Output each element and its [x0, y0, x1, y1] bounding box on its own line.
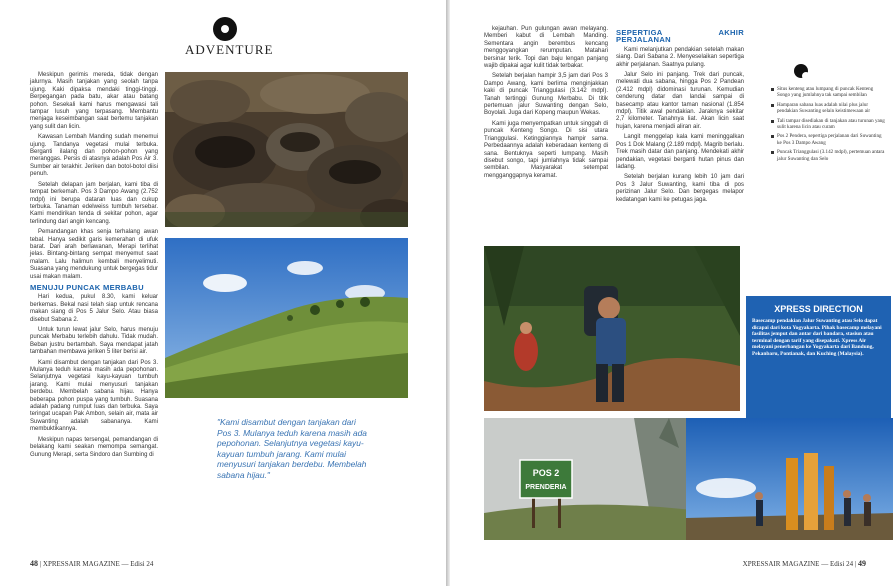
body-paragraph: kejauhan. Pun gulungan awan melayang. Memberi kabut di Lembah Manding. Sementara angin berembus kencang menggoyangkan rerumputan. Matahari bersinar terik. Topi dan baju lengan panjang wajib dipakai agar kulit tidak terbakar.	[484, 26, 608, 70]
xpress-direction-body: Basecamp pendakian Jalur Suwanting atau Selo dapat dicapai dari kota Yogyakarta. Pihak basecamp melayani fasilitas jemput dan antar dari bandara, stasiun atau terminal dengan tarif yang disepakati. Xpress Air melayani penerbangan ke Yogyakarta dari Bandung, Pekanbaru, Pontianak, dan Kuching (Malaysia).	[752, 318, 882, 357]
right-column-1-text	[484, 26, 608, 183]
signboard-line-1: POS 2	[532, 468, 560, 478]
left-page	[0, 0, 446, 586]
signboard-line-2: PRENDERIA	[525, 484, 567, 491]
footer-separator: |	[39, 560, 42, 568]
body-paragraph: Langit menggelap kala kami meninggalkan Pos 1 Dok Malang (2.189 mdpl). Magrib berlalu. Trek masih datar dan panjang. Mendekati akhir pendakian, vegetasi berganti hutan pinus dan ladang.	[616, 134, 744, 170]
section-subheading: SEPERTIGA AKHIR PERJALANAN	[616, 28, 744, 45]
summit-illustration	[686, 418, 893, 540]
body-paragraph: Kami juga menyempatkan untuk singgah di puncak Kenteng Songo. Di sisi utara Trianggulasi. Ketinggiannya hampir sama. Perbedaannya adalah keberadaan kenteng di sana. Bentuknya seperti lumpang. Masih disebut songo, tapi jumlahnya tidak sampai sembilan. Masyarakat setempat mengganggapnya keramat.	[484, 120, 608, 179]
sidebar-logo-icon	[794, 64, 808, 78]
body-paragraph: Kami melanjutkan pendakian setelah makan siang. Dari Sabana 2. Menyeselaikan sepertiga akhir perjalanan. Saatnya pulang.	[616, 46, 744, 68]
xpress-direction-title: XPRESS DIRECTION	[774, 304, 863, 314]
page-number: 48	[30, 559, 38, 568]
xpress-direction-box	[746, 296, 891, 436]
pull-quote: "Kami disambut dengan tanjakan dari Pos 3. Mulanya teduh karena masih ada pepohonan. Selanjutnya vegetasi kayu-kayuan tumbuh jarang. Kami mulai menyusuri tanjakan berdebu. Membelah sabana hijau."	[217, 417, 367, 480]
body-paragraph: Setelah berjalan hampir 3,5 jam dari Pos 3 Dampo Awang, kami berlima menginjakkan kaki di puncak Trianggulasi (3.142 mdpl). Tanah tertinggi Gunung Merbabu. Di titik pertemuan jalur Suwanting dengan Selo, Boyolali. Juga dari Kopeng maupun Wekas.	[484, 73, 608, 117]
hikers-illustration	[484, 246, 740, 411]
photo-summit-trianggulasi	[686, 418, 893, 540]
body-paragraph: Meskipun gerimis mereda, tidak dengan jalurnya. Masih tanjakan yang seolah tanpa ujung. Kaki dipaksa mendaki tinggi-tinggi. Berpegangan pada batu, akar atau batang pohon. Sesekali kami harus mengawasi tali tampar lusuh yang terpasang. Membantu menjaga keseimbangan saat bertemu tanjakan yang sulit dan licin.	[30, 72, 158, 130]
photo-savanna-slope	[165, 238, 408, 398]
photo-pos2-signboard	[484, 418, 692, 540]
photo-captions-list	[771, 86, 885, 165]
body-paragraph: Kami disambut dengan tanjakan dari Pos 3. Mulanya teduh karena masih ada pepohonan. Selanjutnya vegetasi kayu-kayuan tumbuh jarang. Kami mulai menyusuri tanjakan berdebu. Membelah sabana hijau. Hanya beberapa pohon puspa yang tumbuh. Suasana adalah padang rumput luas dan terbuka. Saya teringat ucapan Pak Ambon, selain air, mata air Suwanting adalah sabananya. Kami membuktikannya.	[30, 359, 158, 433]
footer-separator: |	[854, 560, 857, 568]
body-paragraph: Hari kedua, pukul 8.30, kami keluar berkemas. Bekal nasi telah siap untuk rencana makan siang di Pos 5 Jalur Selo. Atau biasa disebut Sabana 2.	[30, 294, 158, 323]
photo-kenteng-rocks	[165, 72, 408, 227]
savanna-illustration	[165, 238, 408, 398]
section-subheading: MENUJU PUNCAK MERBABU	[30, 282, 144, 292]
signboard-illustration	[484, 418, 692, 540]
caption-item: Pos 2 Pendera, sepertiga perjalanan dari Suwanting ke Pos 3 Dampo Awang	[771, 133, 885, 146]
edition-label: — Edisi 24	[121, 560, 154, 568]
section-title: ADVENTURE	[185, 42, 274, 57]
body-paragraph: Untuk turun lewat jalur Selo, harus menuju puncak Merbabu terlebih dahulu. Tidak mudah. Beban justru bertambah. Saya mendapat jatah tambahan membawa jeriken 5 liter berisi air.	[30, 327, 158, 356]
body-paragraph: Meskipun napas tersengal, pemandangan di belakang kami seakan memompa semangat. Gunung Merapi, serta Sindoro dan Sumbing di	[30, 436, 158, 458]
caption-item: Puncak Trianggulasi (3.142 mdpl), pertemuan antara jalur Suwanting dan Selo	[771, 149, 885, 162]
caption-item: Tali tampar disediakan di tanjakan atau turunan yang sulit karena licin atau curam	[771, 118, 885, 131]
right-footer	[743, 559, 866, 568]
left-footer	[30, 559, 153, 568]
photo-hikers-trail	[484, 246, 740, 411]
rocks-illustration	[165, 72, 408, 227]
section-logo-icon	[213, 17, 237, 41]
magazine-name: XPRESSAIR MAGAZINE	[742, 560, 820, 568]
body-paragraph: Jalur Selo ini panjang. Trek dari puncak, melewati dua sabana, hingga Pos 2 Pandean (2.412 mdpl) didominasi turunan. Kemudian cenderung datar dan landai sampai di basecamp atau kantor taman nasional (1.854 mdpl). Titik awal pendakian. Jaraknya sekitar 2,7 kilometer. Tanahnya liat. Akan licin saat hujan, karena menjadi aliran air.	[616, 72, 744, 130]
body-paragraph: Kawasan Lembah Manding sudah menemui ujung. Tandanya vegetasi mulai terbuka. Berganti ilalang dan pohon-pohon yang meranggas. Persis di atasnya adalah Pos Air 3. Sumber air terakhir. Jeriken dan botol-botol diisi penuh.	[30, 134, 158, 178]
caption-item: Situs kenteng atau lumpang di puncak Kenteng Songo yang jumlahnya tak sampai sembilan	[771, 86, 885, 99]
left-column-text	[30, 72, 158, 462]
caption-item: Hamparan sabana luas adalah nilai plus jalur pendakian Suwanting selain keistimewaan air	[771, 102, 885, 115]
page-number: 49	[858, 559, 866, 568]
body-paragraph: Setelah delapan jam berjalan, kami tiba di tempat berkemah. Pos 3 Dampo Awang (2.752 mdpl) ini berupa dataran luas dan cukup terbuka. Tanaman edelweiss tumbuh tersebar. Kami mendirikan tenda di sekitar pohon, agar terlindung dari angin kencang.	[30, 181, 158, 225]
body-paragraph: Setelah berjalan kurang lebih 10 jam dari Pos 3 Jalur Suwanting, kami tiba di pos perizinan Jalur Selo. Dan bergegas melapor kedatangan kami ke petugas jaga.	[616, 174, 744, 203]
body-paragraph: Pemandangan khas senja terhalang awan tebal. Hanya sedikit garis kemerahan di ufuk barat. Dari arah berlawanan, Merapi terlihat jelas. Bintang-bintang sempat menyemut saat malam. Lalu halimun kembali menyelimuti. Suasana yang mendukung untuk bergegas tidur usai makan malam.	[30, 229, 158, 280]
right-page	[450, 0, 896, 586]
right-column-2-text	[616, 26, 744, 207]
magazine-name: XPRESSAIR MAGAZINE	[42, 560, 120, 568]
edition-label: — Edisi 24	[821, 560, 854, 568]
